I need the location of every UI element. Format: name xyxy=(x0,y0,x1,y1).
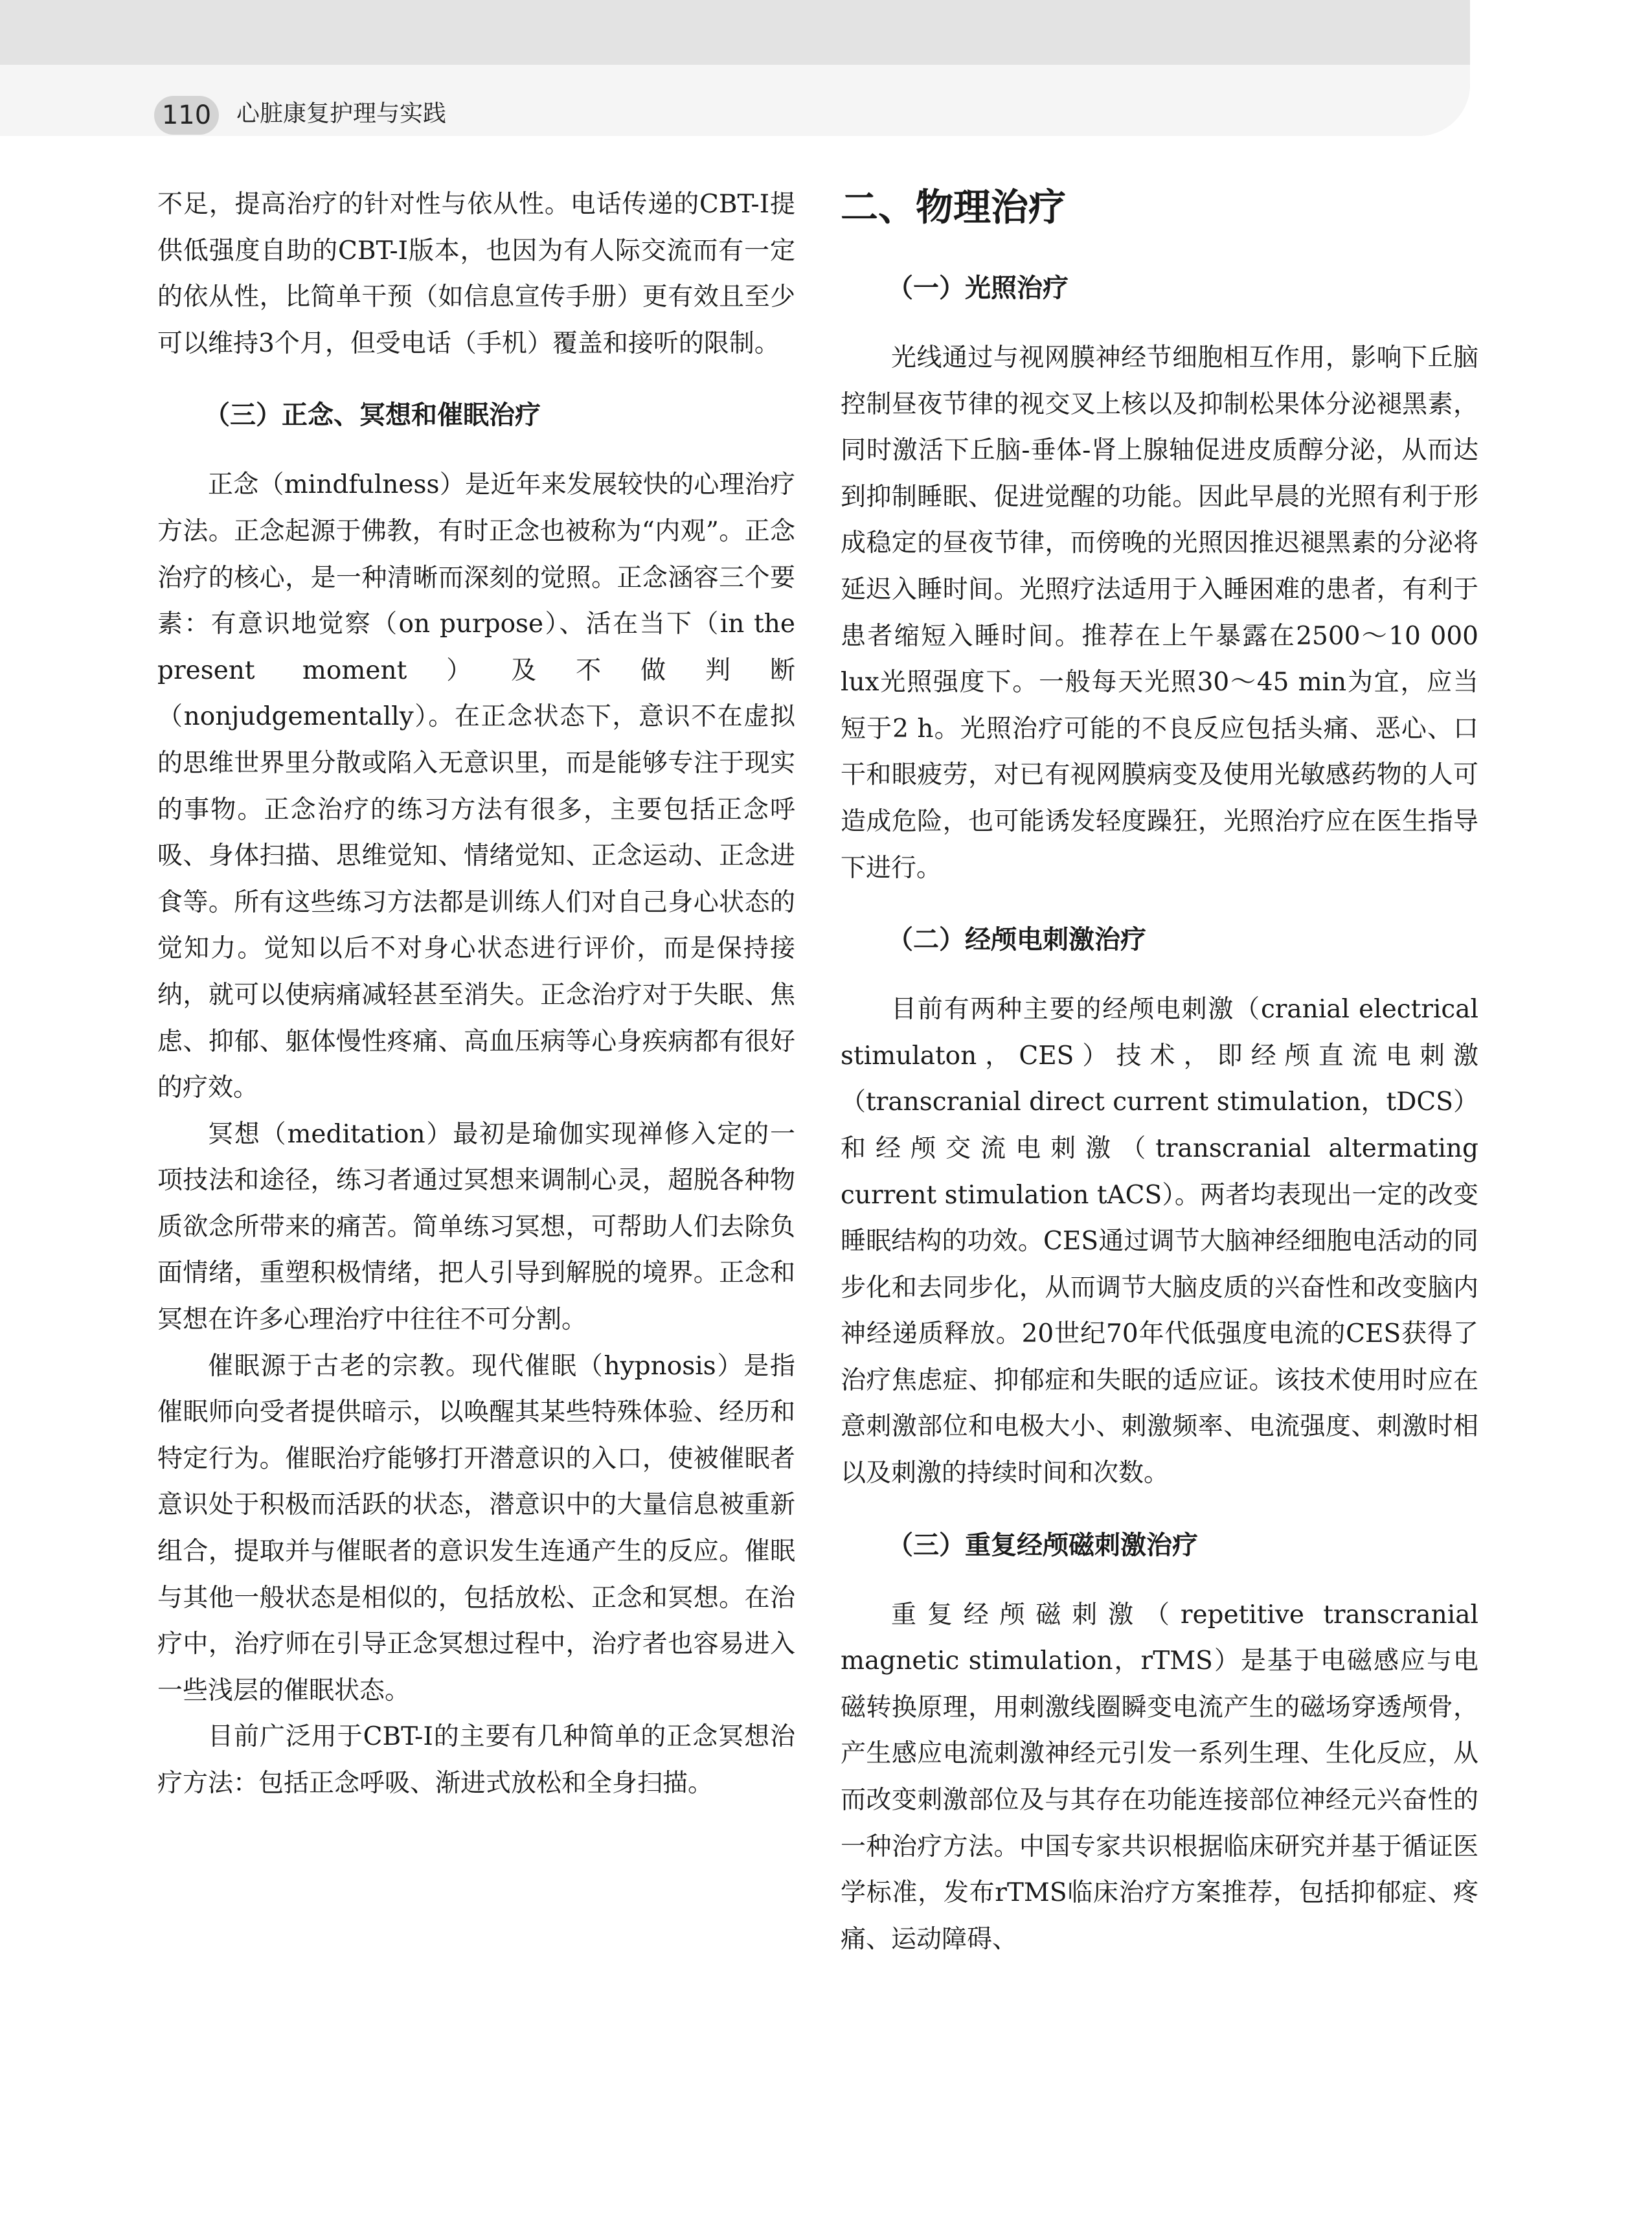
paragraph: 不足，提高治疗的针对性与依从性。电话传递的CBT-I提供低强度自助的CBT-I版本，也因为有人际交流而有一定的依从性，比简单干预（如信息宣传手册）更有效且至少可以维持3个月，但受电话（手机）覆盖和接听的限制。 xyxy=(157,190,795,358)
subsection-heading: （三）正念、冥想和催眠治疗 xyxy=(204,400,541,431)
paragraph: 重复经颅磁刺激（repetitive transcranial magnetic stimulation，rTMS）是基于电磁感应与电磁转换原理，用刺激线圈瞬变电流产生的磁场穿透颅骨，产生感应电流刺激神经元引发一系列生理、生化反应，从而改变刺激部位及与其存在功能连接部位神经元兴奋性的一种治疗方法。中国专家共识根据临床研究并基于循证医学标准，发布rTMS临床治疗方案推荐，包括抑郁症、疼痛、运动障碍、 xyxy=(841,1600,1478,1954)
header-strip xyxy=(0,65,1470,136)
paragraph: 冥想（meditation）最初是瑜伽实现禅修入定的一项技法和途径，练习者通过冥想来调制心灵，超脱各种物质欲念所带来的痛苦。简单练习冥想，可帮助人们去除负面情绪，重塑积极情绪，把人引导到解脱的境界。正念和冥想在许多心理治疗中往往不可分割。 xyxy=(157,1119,795,1335)
section-heading: 二、物理治疗 xyxy=(841,185,1067,229)
paragraph: 催眠源于古老的宗教。现代催眠（hypnosis）是指催眠师向受者提供暗示，以唤醒其某些特殊体验、经历和特定行为。催眠治疗能够打开潜意识的入口，使被催眠者意识处于积极而活跃的状态，潜意识中的大量信息被重新组合，提取并与催眠者的意识发生连通产生的反应。催眠与其他一般状态是相似的，包括放松、正念和冥想。在治疗中，治疗师在引导正念冥想过程中，治疗者也容易进入一些浅层的催眠状态。 xyxy=(157,1351,795,1705)
running-title: 心脏康复护理与实践 xyxy=(236,100,447,127)
subsection-heading: （三）重复经颅磁刺激治疗 xyxy=(887,1530,1198,1560)
subsection-heading: （一）光照治疗 xyxy=(887,273,1069,303)
paragraph: 目前有两种主要的经颅电刺激（cranial electrical stimulaton，CES）技术，即经颅直流电刺激（transcranial direct current stimulation，tDCS）和经颅交流电刺激（transcranial altermating current stimulation tACS）。两者均表现出一定的改变睡眠结构的功效。CES通过调节大脑神经细胞电活动的同步化和去同步化，从而调节大脑皮质的兴奋性和改变脑内神经递质释放。20世纪70年代低强度电流的CES获得了治疗焦虑症、抑郁症和失眠的适应证。该技术使用时应在意刺激部位和电极大小、刺激频率、电流强度、刺激时相以及刺激的持续时间和次数。 xyxy=(841,995,1478,1488)
paragraph: 正念（mindfulness）是近年来发展较快的心理治疗方法。正念起源于佛教，有时正念也被称为“内观”。正念治疗的核心，是一种清晰而深刻的觉照。正念涵容三个要素：有意识地觉察（on purpose）、活在当下（in the present moment）及不做判断（nonjudgementally）。在正念状态下，意识不在虚拟的思维世界里分散或陷入无意识里，而是能够专注于现实的事物。正念治疗的练习方法有很多，主要包括正念呼吸、身体扫描、思维觉知、情绪觉知、正念运动、正念进食等。所有这些练习方法都是训练人们对自己身心状态的觉知力。觉知以后不对身心状态进行评价，而是保持接纳，就可以使病痛减轻甚至消失。正念治疗对于失眠、焦虑、抑郁、躯体慢性疼痛、高血压病等心身疾病都有很好的疗效。 xyxy=(157,470,795,1103)
subsection-heading: （二）经颅电刺激治疗 xyxy=(887,925,1146,955)
right-column xyxy=(841,181,1478,1962)
paragraph: 光线通过与视网膜神经节细胞相互作用，影响下丘脑控制昼夜节律的视交叉上核以及抑制松果体分泌褪黑素，同时激活下丘脑-垂体-肾上腺轴促进皮质醇分泌，从而达到抑制睡眠、促进觉醒的功能。因此早晨的光照有利于形成稳定的昼夜节律，而傍晚的光照因推迟褪黑素的分泌将延迟入睡时间。光照疗法适用于入睡困难的患者，有利于患者缩短入睡时间。推荐在上午暴露在2500～10 000 lux光照强度下。一般每天光照30～45 min为宜，应当短于2 h。光照治疗可能的不良反应包括头痛、恶心、口干和眼疲劳，对已有视网膜病变及使用光敏感药物的人可造成危险，也可能诱发轻度躁狂，光照治疗应在医生指导下进行。 xyxy=(841,343,1478,883)
paragraph: 目前广泛用于CBT-I的主要有几种简单的正念冥想治疗方法：包括正念呼吸、渐进式放松和全身扫描。 xyxy=(157,1722,795,1798)
page-number: 110 xyxy=(154,96,219,135)
left-column xyxy=(157,181,795,1807)
